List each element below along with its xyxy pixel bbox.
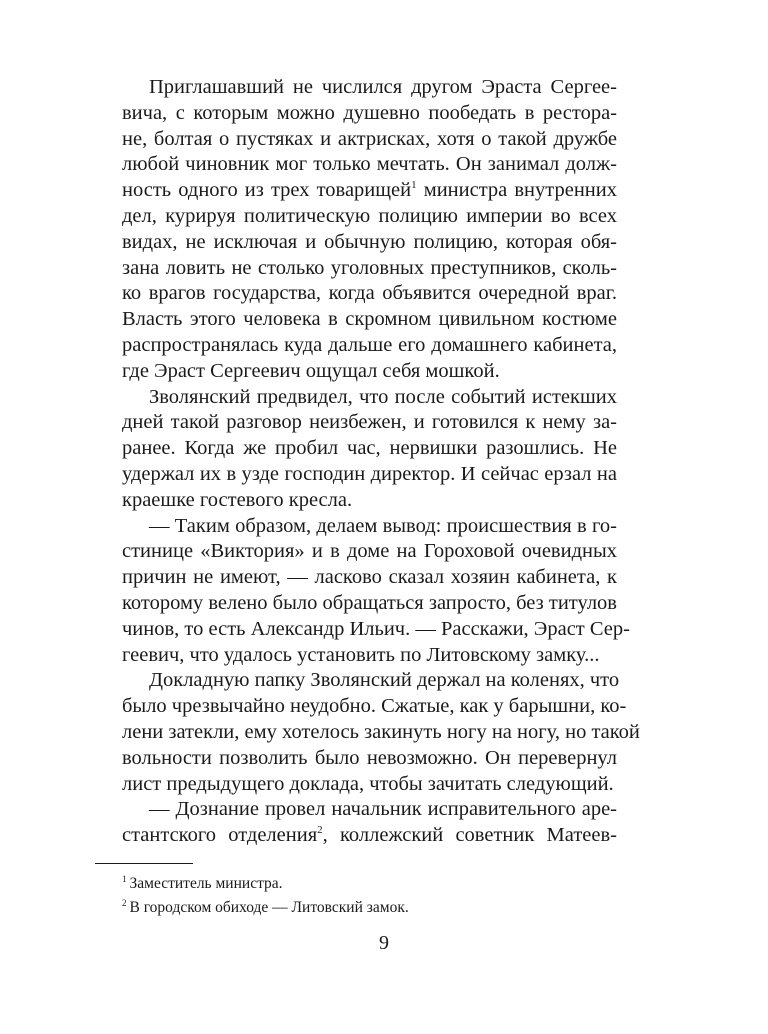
text-line: не, болтая о пустяках и актрисках, хотя о такой дружбе — [122, 127, 617, 150]
text-line: удержал их в узде господин директор. И сейчас ерзал на — [122, 462, 617, 485]
paragraph — [95, 385, 617, 514]
text-line: лени затекли, ему хотелось закинуть ногу на ногу, но такой — [122, 720, 640, 743]
text-line: Власть этого человека в скромном цивильном костюме — [122, 308, 617, 331]
text-fragment: ность одного из трех товарищей — [122, 179, 412, 202]
text-line: ранее. Когда же пробил час, нервишки разошлись. Не — [122, 437, 617, 460]
footnote-1 — [122, 872, 409, 896]
text-fragment: стантского отделения — [122, 824, 318, 847]
text-line: ко врагов государства, когда объявится очередной враг. — [122, 282, 617, 305]
text-line: лист предыдущего доклада, чтобы зачитать следующий. — [122, 772, 614, 795]
text-line: дел, курируя политическую полицию империи во всех — [122, 204, 617, 227]
text-line: Приглашавший не числился другом Эраста Сергее- — [149, 76, 617, 98]
footnote-divider — [95, 863, 193, 864]
text-line: где Эраст Сергеевич ощущал себя мошкой. — [122, 359, 500, 382]
text-line: причин не имеют, — ласково сказал хозяин кабинета, к — [122, 566, 617, 589]
text-line-with-footnote: стантского отделения$^2$, коллежский советник Матеев- — [122, 824, 618, 847]
text-line: дней такой разговор неизбежен, и готовился к нему за- — [122, 411, 617, 434]
footnote-marker: 2 — [317, 824, 323, 837]
text-line-with-footnote — [95, 178, 617, 204]
footnote-number: 1 — [122, 873, 127, 884]
paragraph — [95, 514, 630, 669]
text-line: которому велено было обращаться запросто, без титулов — [122, 591, 617, 614]
text-line: — Дознание провел начальник исправительного аре- — [149, 798, 617, 821]
text-line: Зволянский предвидел, что после событий истекших — [149, 385, 617, 408]
text-line: Докладную папку Зволянский держал на коленях, что — [149, 669, 620, 692]
page-number: 9 — [379, 932, 389, 954]
text-line: геевич, что удалось установить по Литовскому замку... — [122, 643, 600, 666]
text-line: — Таким образом, делаем вывод: происшествия в го- — [149, 514, 617, 537]
text-line: вича, с которым можно душевно пообедать в рестора- — [122, 101, 617, 124]
text-fragment: коллежский советник Матеев- — [339, 824, 618, 847]
paragraph — [95, 75, 617, 385]
text-line: стинице «Виктория» и в доме на Гороховой очевидных — [122, 540, 617, 563]
footnote-text: Заместитель министра. — [129, 875, 283, 892]
footnote-text: В городском обиходе — Литовский замок. — [129, 899, 409, 916]
body-text — [95, 75, 640, 849]
text-line: любой чиновник мог только мечтать. Он занимал долж- — [122, 153, 617, 176]
paragraph — [95, 797, 617, 849]
footnote-number: 2 — [122, 897, 127, 908]
text-line: зана ловить не столько уголовных преступников, сколь- — [122, 256, 617, 279]
text-line: видах, не исключая и обычную полицию, которая обя- — [122, 230, 617, 253]
footnote-2 — [122, 896, 409, 920]
text-line: вольности позволить было невозможно. Он перевернул — [122, 746, 617, 769]
text-fragment: министра внутренних — [423, 179, 617, 202]
text-line: краешке гостевого кресла. — [122, 488, 353, 511]
footnote-marker: 1 — [411, 179, 417, 192]
text-line: чинов, то есть Александр Ильич. — Расскажи, Эраст Сер- — [122, 617, 630, 640]
footnotes — [122, 872, 409, 920]
paragraph — [95, 668, 640, 797]
text-line: было чрезвычайно неудобно. Сжатые, как у барышни, ко- — [122, 695, 627, 718]
text-line: распространялась куда дальше его домашнего кабинета, — [122, 333, 617, 356]
